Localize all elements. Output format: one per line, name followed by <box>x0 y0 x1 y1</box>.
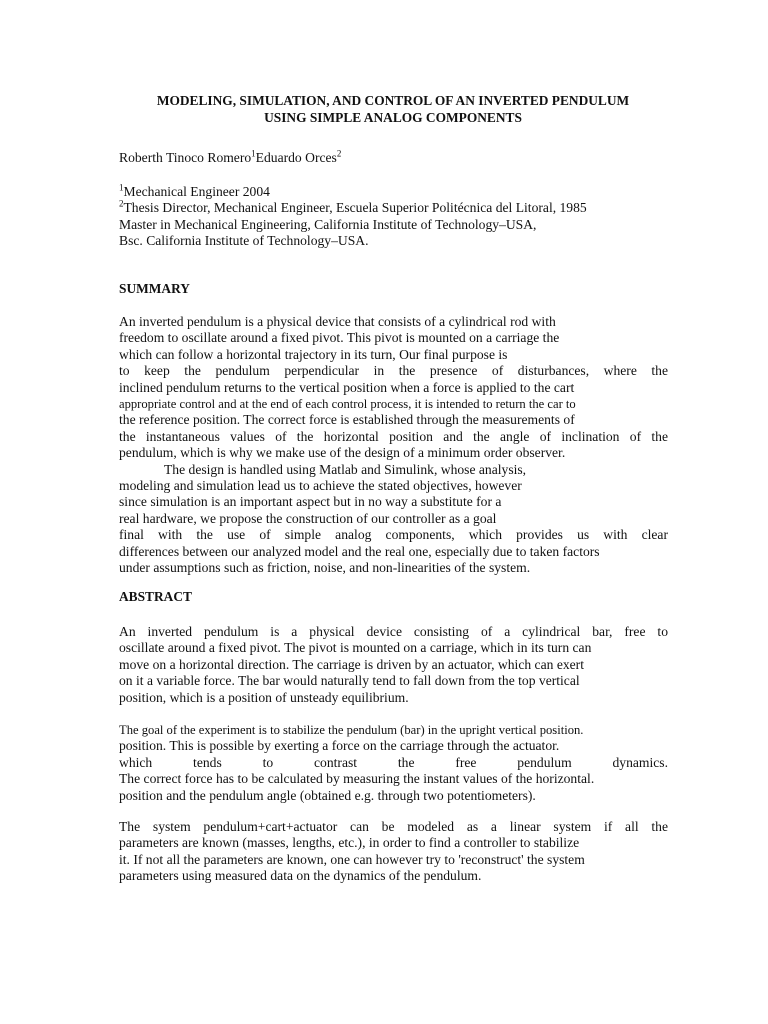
summary-paragraph <box>119 314 668 577</box>
author-2-name: Eduardo Orces <box>255 150 337 165</box>
abstract-line: The goal of the experiment is to stabilize the pendulum (bar) in the upright vertical position. <box>119 723 584 737</box>
summary-line: modeling and simulation lead us to achieve the stated objectives, however <box>119 478 522 494</box>
summary-line: which can follow a horizontal trajectory in its turn, Our final purpose is <box>119 346 508 362</box>
title-line-1: MODELING, SIMULATION, AND CONTROL OF AN INVERTED PENDULUM <box>156 93 630 108</box>
abstract-line: position. This is possible by exerting a force on the carriage through the actuator. <box>119 738 560 754</box>
abstract-line: it. If not all the parameters are known, one can however try to 'reconstruct' the system <box>119 851 585 867</box>
author-line <box>119 150 341 166</box>
abstract-paragraph-2 <box>119 722 668 804</box>
affiliation-3: Master in Mechanical Engineering, California Institute of Technology–USA, <box>119 216 537 232</box>
summary-line: the reference position. The correct force is established through the measurements of <box>119 412 575 428</box>
author-1-marker: 1 <box>251 148 256 159</box>
abstract-line: move on a horizontal direction. The carriage is driven by an actuator, which can exert <box>119 656 584 672</box>
paper-title <box>118 92 668 126</box>
abstract-paragraph-1 <box>119 624 668 706</box>
summary-line: differences between our analyzed model and the real one, especially due to taken factors <box>119 543 600 559</box>
summary-line: real hardware, we propose the construction of our controller as a goal <box>119 510 497 526</box>
affiliation-2: $^2$Thesis Director, Mechanical Engineer, Escuela Superior Politécnica del Litoral, 1985 <box>119 198 587 216</box>
abstract-line: The correct force has to be calculated by measuring the instant values of the horizontal. <box>119 771 595 787</box>
abstract-line: which tends to contrast the free pendulum dynamics. <box>119 754 668 770</box>
abstract-line: position, which is a position of unsteady equilibrium. <box>119 689 409 705</box>
abstract-line: position and the pendulum angle (obtained e.g. through two potentiometers). <box>119 787 536 803</box>
summary-line: inclined pendulum returns to the vertical position when a force is applied to the cart <box>119 379 575 395</box>
abstract-line: oscillate around a fixed pivot. The pivot is mounted on a carriage, which in its turn can <box>119 640 592 656</box>
affiliation-1: $^1$Mechanical Engineer 2004 <box>119 182 270 199</box>
summary-line: since simulation is an important aspect but in no way a substitute for a <box>119 494 502 510</box>
summary-line: under assumptions such as friction, noise, and non-linearities of the system. <box>119 560 531 576</box>
affiliation-4: Bsc. California Institute of Technology–USA. <box>119 233 369 249</box>
abstract-line: The system pendulum+cart+actuator can be modeled as a linear system if all the <box>119 819 668 834</box>
abstract-line: on it a variable force. The bar would naturally tend to fall down from the top vertical <box>119 673 580 689</box>
abstract-line: parameters using measured data on the dynamics of the pendulum. <box>119 868 482 884</box>
summary-line: to keep the pendulum perpendicular in the presence of disturbances, where the <box>119 363 668 379</box>
abstract-line: An inverted pendulum is a physical device consisting of a cylindrical bar, free to <box>119 624 668 639</box>
abstract-paragraph-3 <box>119 819 668 885</box>
summary-line: An inverted pendulum is a physical device that consists of a cylindrical rod with <box>119 314 556 329</box>
abstract-line: parameters are known (masses, lengths, etc.), in order to find a controller to stabilize <box>119 835 580 851</box>
summary-line: freedom to oscillate around a fixed pivot. This pivot is mounted on a carriage the <box>119 330 560 346</box>
title-line-2: USING SIMPLE ANALOG COMPONENTS <box>264 110 522 125</box>
summary-line: the instantaneous values of the horizontal position and the angle of inclination of the <box>119 428 668 444</box>
summary-line: appropriate control and at the end of each control process, it is intended to return the car to <box>119 397 576 412</box>
affiliations <box>119 184 679 250</box>
author-2-marker: 2 <box>336 148 342 159</box>
abstract-heading: ABSTRACT <box>119 589 192 604</box>
summary-heading: SUMMARY <box>119 281 190 296</box>
summary-line: pendulum, which is why we make use of the design of a minimum order observer. <box>119 445 566 461</box>
summary-line: final with the use of simple analog components, which provides us with clear <box>119 527 668 543</box>
summary-line: The design is handled using Matlab and Simulink, whose analysis, <box>164 461 527 477</box>
author-1-name: Roberth Tinoco Romero <box>119 150 252 165</box>
